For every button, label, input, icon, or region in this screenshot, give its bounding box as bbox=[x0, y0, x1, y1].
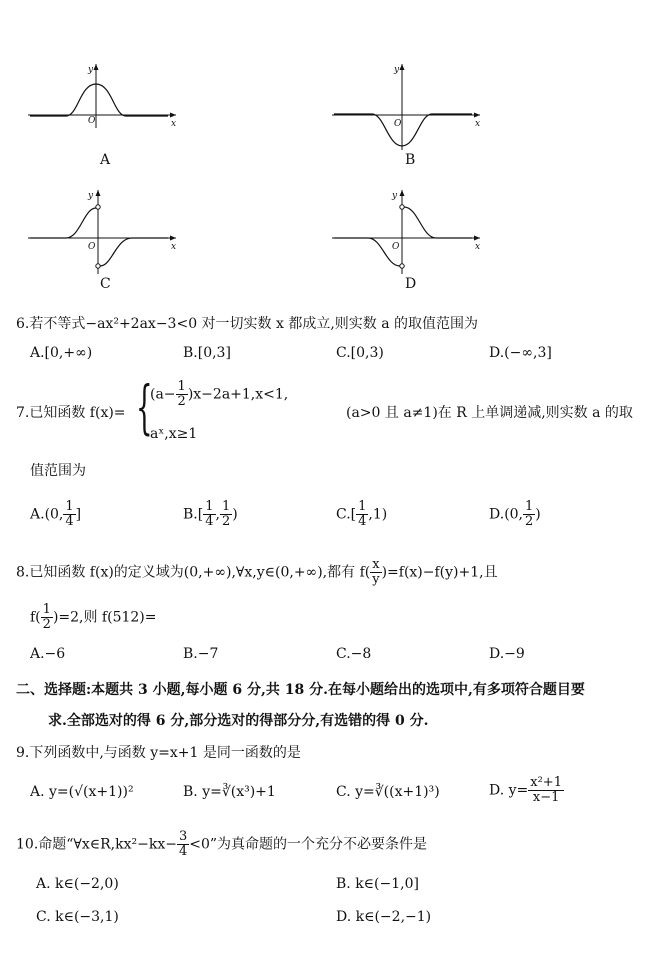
q7-num: 7.已知函数 f(x)= bbox=[16, 405, 126, 421]
graph-c-svg bbox=[28, 186, 180, 274]
q7-option-a[interactable]: A.(0, $\frac{1}{4}$ ] bbox=[30, 499, 82, 529]
origin-label: O bbox=[88, 116, 96, 126]
section2-line2: 求.全部选对的得 6 分,部分选对的得部分分,有选错的得 0 分. bbox=[48, 713, 429, 729]
x-arrow bbox=[474, 236, 480, 241]
open-point-bottom bbox=[400, 264, 404, 268]
x-arrow bbox=[474, 113, 480, 118]
q8-line1: 8.已知函数 f(x)的定义域为(0,+∞),∀x,y∈(0,+∞),都有 f( $\frac{x}{y}$ )=f(x)−f(y)+1,且 bbox=[16, 557, 498, 587]
q10-option-b[interactable]: B. k∈(−1,0] bbox=[336, 876, 419, 892]
graph-label-a: A bbox=[100, 152, 111, 168]
q6-option-d[interactable]: D.(−∞,3] bbox=[489, 345, 552, 361]
q10-stem: 10.命题“∀x∈R,kx²−kx− $\frac{3}{4}$ <0”为真命题的一个充分不必要条件是 bbox=[16, 829, 428, 859]
q6-stem: 6.若不等式−ax²+2ax−3<0 对一切实数 x 都成立,则实数 a 的取值范围为 bbox=[16, 316, 479, 332]
y-arrow bbox=[96, 190, 101, 196]
graph-b bbox=[332, 60, 484, 150]
y-label: y bbox=[394, 65, 400, 75]
q10-option-a[interactable]: A. k∈(−2,0) bbox=[36, 876, 119, 892]
y-arrow bbox=[400, 64, 405, 70]
y-label: y bbox=[88, 191, 94, 201]
q7-piece1 bbox=[150, 380, 288, 409]
x-arrow bbox=[170, 113, 176, 118]
q6-option-c[interactable]: C.[0,3) bbox=[336, 345, 384, 361]
graph-c bbox=[28, 186, 180, 274]
q9-option-b[interactable]: B. y=∛(x³)+1 bbox=[183, 784, 276, 800]
graph-d bbox=[332, 186, 484, 274]
q7-option-d[interactable]: D.(0, $\frac{1}{2}$ ) bbox=[489, 499, 541, 529]
q10-option-c[interactable]: C. k∈(−3,1) bbox=[36, 909, 119, 925]
graph-label-c: C bbox=[100, 276, 111, 292]
graph-a-svg bbox=[28, 60, 180, 130]
section2-line1: 二、选择题:本题共 3 小题,每小题 6 分,共 18 分.在每小题给出的选项中,有多项符合题目要 bbox=[16, 682, 585, 698]
q8-option-d[interactable]: D.−9 bbox=[489, 646, 525, 662]
q7-option-c[interactable]: C.[ $\frac{1}{4}$ ,1) bbox=[336, 499, 388, 529]
q8-option-a[interactable]: A.−6 bbox=[30, 646, 66, 662]
x-label: x bbox=[475, 242, 481, 252]
q7-piece1-a: (a− bbox=[150, 386, 176, 403]
origin-label: O bbox=[88, 242, 96, 252]
graph-d-svg bbox=[332, 186, 484, 274]
y-label: y bbox=[392, 191, 398, 201]
curve-d-left bbox=[334, 238, 400, 266]
q9-option-c[interactable]: C. y=∛((x+1)³) bbox=[336, 784, 440, 800]
y-arrow bbox=[400, 190, 405, 196]
x-label: x bbox=[171, 119, 177, 129]
graph-label-d: D bbox=[405, 276, 417, 292]
y-label: y bbox=[88, 65, 94, 75]
curve-a bbox=[30, 84, 168, 116]
q9-option-d[interactable]: D. y= $\frac{\text{x²+1}}{x-1}$ bbox=[489, 775, 562, 805]
q6-option-b[interactable]: B.[0,3] bbox=[183, 345, 231, 361]
q7-piece1-frac: $\frac{1}{2}$ bbox=[177, 379, 186, 409]
open-point-top bbox=[400, 205, 404, 209]
graph-label-b: B bbox=[405, 152, 416, 168]
origin-label: O bbox=[392, 242, 400, 252]
x-arrow bbox=[170, 236, 176, 241]
q8-option-c[interactable]: C.−8 bbox=[336, 646, 372, 662]
curve-c-right bbox=[100, 238, 168, 266]
q7-brace: { bbox=[136, 373, 153, 441]
open-point-top bbox=[96, 205, 100, 209]
origin-label: O bbox=[394, 119, 402, 129]
q10-option-d[interactable]: D. k∈(−2,−1) bbox=[336, 909, 432, 925]
q7-option-b[interactable]: B.[ $\frac{1}{4}$ , $\frac{1}{2}$ ) bbox=[183, 499, 238, 529]
curve-d-right bbox=[404, 207, 472, 238]
q7-piece1-b: )x−2a+1,x<1, bbox=[187, 386, 289, 403]
graph-a bbox=[28, 60, 180, 130]
q7-line2: 值范围为 bbox=[30, 463, 86, 479]
q6-option-a[interactable]: A.[0,+∞) bbox=[30, 345, 93, 361]
graph-b-svg bbox=[332, 60, 484, 150]
y-arrow bbox=[94, 64, 99, 70]
q7-piece2: aˣ,x≥1 bbox=[150, 426, 198, 442]
q8-line2: f( $\frac{1}{2}$ )=2,则 f(512)= bbox=[30, 602, 157, 632]
q9-option-a[interactable]: A. y=(√(x+1))² bbox=[30, 784, 134, 800]
curve-c-left bbox=[30, 208, 96, 238]
open-point-bottom bbox=[96, 264, 100, 268]
x-label: x bbox=[171, 242, 177, 252]
q7-condition: (a>0 且 a≠1)在 R 上单调递减,则实数 a 的取 bbox=[346, 405, 633, 421]
q9-stem: 9.下列函数中,与函数 y=x+1 是同一函数的是 bbox=[16, 745, 301, 761]
curve-b bbox=[334, 114, 472, 146]
q8-option-b[interactable]: B.−7 bbox=[183, 646, 219, 662]
x-label: x bbox=[475, 119, 481, 129]
